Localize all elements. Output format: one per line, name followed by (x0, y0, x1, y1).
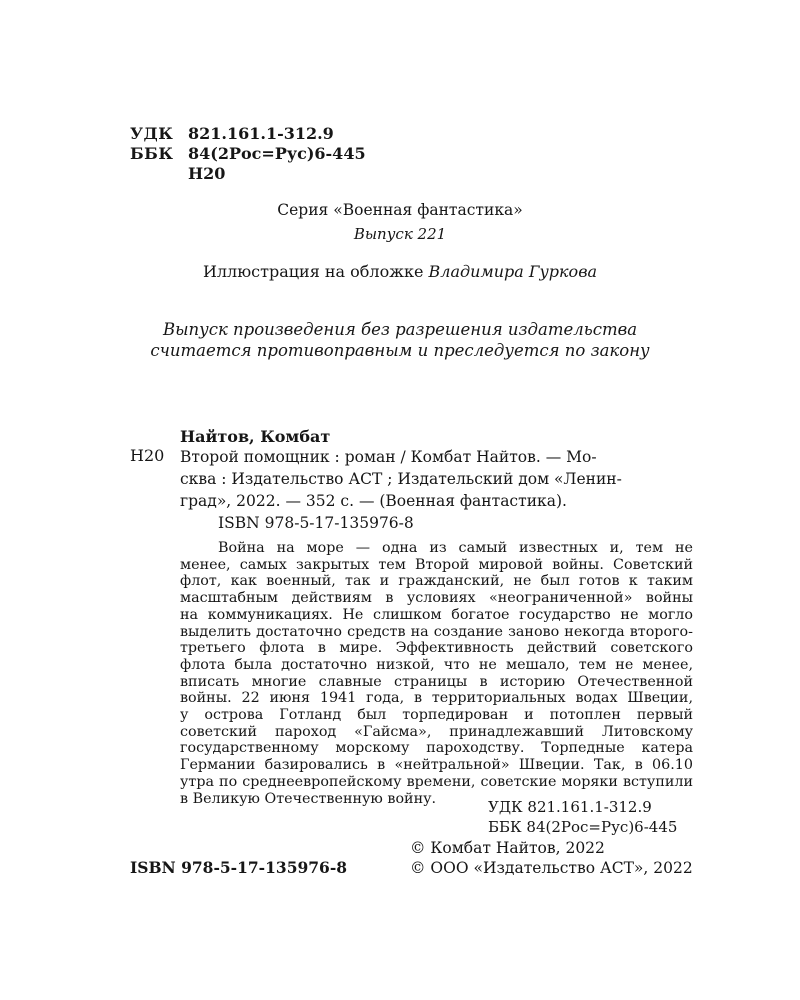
isbn-bottom: ISBN 978-5-17-135976-8 (130, 858, 348, 877)
annotation-line: в Великую Отечественную войну. (180, 790, 437, 807)
annotation (180, 540, 693, 807)
catalog-mark: Н20 (130, 446, 165, 465)
annotation-line: флот, как военный, так и гражданский, не был готов к таким (180, 573, 693, 590)
catalog-author: Найтов, Комбат (180, 427, 331, 446)
annotation-line: третьего флота в мире. Эффективность действий советского (180, 640, 693, 657)
bottom-codes (488, 797, 677, 837)
bottom-bbk: ББК 84(2Рос=Рус)6-445 (488, 818, 678, 836)
bbk-label: ББК (130, 144, 174, 163)
annotation-line: Война на море — одна из самый известных и, тем не (218, 540, 693, 556)
catalog-line: Второй помощник : роман / Комбат Найтов. — Мо- (180, 448, 597, 466)
author-mark: Н20 (188, 164, 226, 183)
bottom-udk: УДК 821.161.1-312.9 (488, 798, 652, 816)
udk-label: УДК (130, 124, 174, 143)
illustration-prefix: Иллюстрация на обложке (202, 262, 424, 281)
catalog-line: град», 2022. — 352 с. — (Военная фантастика). (180, 492, 567, 510)
illustration-credit (0, 262, 800, 281)
copyright-block (410, 838, 693, 878)
bbk-value: 84(2Рос=Рус)6-445 (188, 144, 366, 163)
annotation-line: войны. 22 июня 1941 года, в территориальных водах Швеции, (180, 690, 693, 707)
udk-value: 821.161.1-312.9 (188, 124, 334, 143)
illustration-artist: Владимира Гуркова (428, 262, 598, 281)
warning-line-2: считается противоправным и преследуется по закону (150, 341, 650, 360)
issue-number: Выпуск 221 (353, 225, 447, 243)
annotation-line: государственному морскому пароходству. Торпедные катера (180, 740, 693, 757)
copyright-line-2: © ООО «Издательство АСТ», 2022 (410, 859, 693, 877)
annotation-line: советский пароход «Гайсма», принадлежавший Литовскому (180, 723, 693, 740)
series-title: Серия «Военная фантастика» (277, 201, 523, 219)
annotation-line: на коммуникациях. Не слишком богатое государство не могло (180, 606, 693, 623)
catalog-description (180, 446, 693, 512)
catalog-line: сква : Издательство АСТ ; Издательский дом «Ленин- (180, 470, 622, 488)
annotation-line: менее, самых закрытых тем Второй мировой войны. Советский (180, 556, 693, 573)
annotation-line: выделить достаточно средств на создание заново некогда второго- (180, 623, 693, 640)
catalog-isbn: ISBN 978-5-17-135976-8 (218, 514, 414, 532)
annotation-line: у острова Готланд был торпедирован и потоплен первый (180, 707, 693, 724)
copyright-line-1: © Комбат Найтов, 2022 (410, 839, 605, 857)
annotation-line: Германии базировались в «нейтральной» Швеции. Так, в 06.10 (180, 757, 693, 774)
warning-line-1: Выпуск произведения без разрешения издательства (162, 320, 638, 339)
annotation-line: вписать многие славные страницы в историю Отечественной (180, 673, 693, 690)
annotation-line: флота была достаточно низкой, что не мешало, тем не менее, (180, 656, 693, 673)
annotation-line: масштабным действиям в условиях «неограниченной» войны (180, 590, 693, 607)
annotation-line: утра по среднеевропейскому времени, советские моряки вступили (180, 773, 693, 790)
copyright-warning (0, 319, 800, 361)
